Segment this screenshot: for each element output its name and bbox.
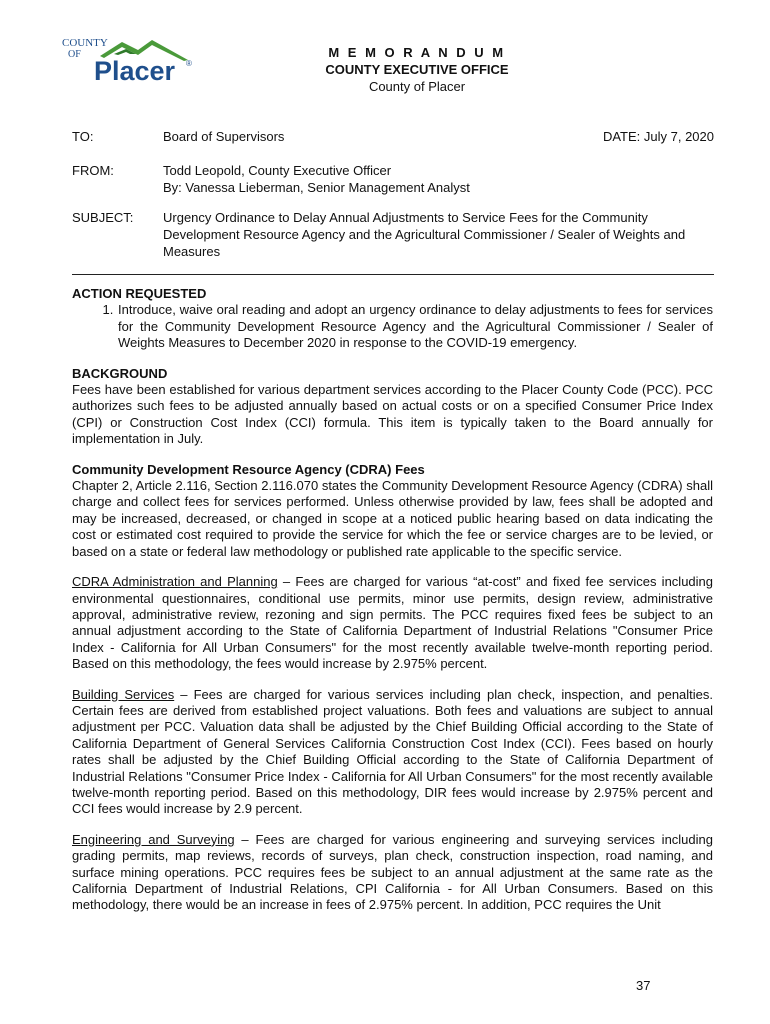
subject-label: SUBJECT: xyxy=(72,210,134,225)
admin-title: CDRA Administration and Planning xyxy=(72,574,278,590)
background-text: Fees have been established for various department services according to the Placer County Code (PCC). PCC authorizes such fees to be adjusted annually based on actual costs or on a specified Consumer Price Index (CPI) or Construction Cost Index (CCI) formula. This item is typically taken to the Board annually for implementation in July. xyxy=(72,382,713,447)
logo-registered-mark: ® xyxy=(186,59,192,68)
memo-body xyxy=(72,286,713,914)
from-row xyxy=(72,162,714,196)
to-value: Board of Supervisors xyxy=(163,129,285,144)
memo-title: M E M O R A N D U M xyxy=(328,45,506,60)
memo-office: COUNTY EXECUTIVE OFFICE xyxy=(325,62,509,77)
memo-county: County of Placer xyxy=(368,79,466,94)
cdra-text: Chapter 2, Article 2.116, Section 2.116.070 states the Community Development Resource Agency (CDRA) shall charge and collect fees for services performed. Unless otherwise provided by law, fees shall be adopted and may be increased, decreased, or changed in scope at a noticed public hearing based on data indicating the cost or estimated cost required to provide the service for which the fee or service charges are to be levied, or based on a state or federal law methodology or published rate applicable to the specific service. xyxy=(72,478,713,559)
action-list xyxy=(72,302,713,351)
logo-of-text: OF xyxy=(68,49,81,60)
from-label: FROM: xyxy=(72,163,114,178)
from-line-1: Todd Leopold, County Executive Officer xyxy=(163,163,392,178)
from-line-2: By: Vanessa Lieberman, Senior Management Analyst xyxy=(163,180,470,195)
background-heading: BACKGROUND xyxy=(72,365,168,381)
engineering-title: Engineering and Surveying xyxy=(72,831,235,847)
to-label: TO: xyxy=(72,129,94,144)
admin-text: – Fees are charged for various “at-cost” and fixed fee services including environmental questionnaires, conditional use permits, minor use permits, design review, administrative approval, administrative review, rezoning and sign permits. The PCC requires fixed fees be subject to an annual adjustment according to the State of California Department of Industrial Relations "Consumer Price Index - California for All Urban Consumers" for the most recently available twelve-month reporting period. Based on this methodology, the fees would increase by 2.975% percent. xyxy=(72,574,713,672)
action-item: 1. Introduce, waive oral reading and adopt an urgency ordinance to delay adjustments to fees for services for the Community Development Resource Agency and the Agricultural Commissioner / Sealer of Weights Measures to December 2020 in response to the COVID-19 emergency. xyxy=(117,302,713,351)
memo-date: DATE: July 7, 2020 xyxy=(602,129,714,144)
logo-county-text: COUNTY xyxy=(62,37,108,49)
logo-name-text: Placer xyxy=(94,56,176,86)
engineering-paragraph xyxy=(72,832,713,914)
mountain-logo-icon xyxy=(60,30,200,92)
cdra-heading: Community Development Resource Agency (CDRA) Fees xyxy=(72,461,425,477)
memo-header xyxy=(240,44,594,95)
county-logo xyxy=(60,30,200,92)
building-title: Building Services xyxy=(72,686,175,702)
to-row xyxy=(72,128,714,145)
building-text: – Fees are charged for various services including plan check, inspection, and penalties. Certain fees are derived from established project valuations. Both fees and valuations are subject to annual adjustment per PCC. Valuation data shall be adjusted by the Chief Building Official according to the State of California Department of General Services California Construction Cost Index (CCI). Fees based on hourly rates shall be adjusted by the Chief Building Official according to the State of California Department of Industrial Relations "Consumer Price Index - California for All Urban Consumers" for the most recently available twelve-month reporting period. Based on this methodology, DIR fees would increase by 2.975% percent and CCI fees would increase by 2.9 percent. xyxy=(72,686,714,817)
building-paragraph xyxy=(72,687,713,818)
subject-row xyxy=(72,209,714,261)
action-heading: ACTION REQUESTED xyxy=(72,286,207,301)
header-divider xyxy=(72,274,714,275)
subject-value: Urgency Ordinance to Delay Annual Adjustments to Service Fees for the Community Development Resource Agency and the Agricultural Commissioner / Sealer of Weights and Measures xyxy=(163,210,686,259)
engineering-text: – Fees are charged for various engineering and surveying services including grading permits, map reviews, records of surveys, plan check, construction inspection, road naming, and surface mining operations. PCC requires fees be subject to an annual adjustment at the same rate as the California Department of Industrial Relations, CPI California - for All Urban Consumers. Based on this methodology, there would be an increase in fees of 2.975% percent. In addition, PCC requires the Unit xyxy=(72,831,713,913)
page-number: 37 xyxy=(636,978,651,993)
admin-paragraph xyxy=(72,574,713,672)
